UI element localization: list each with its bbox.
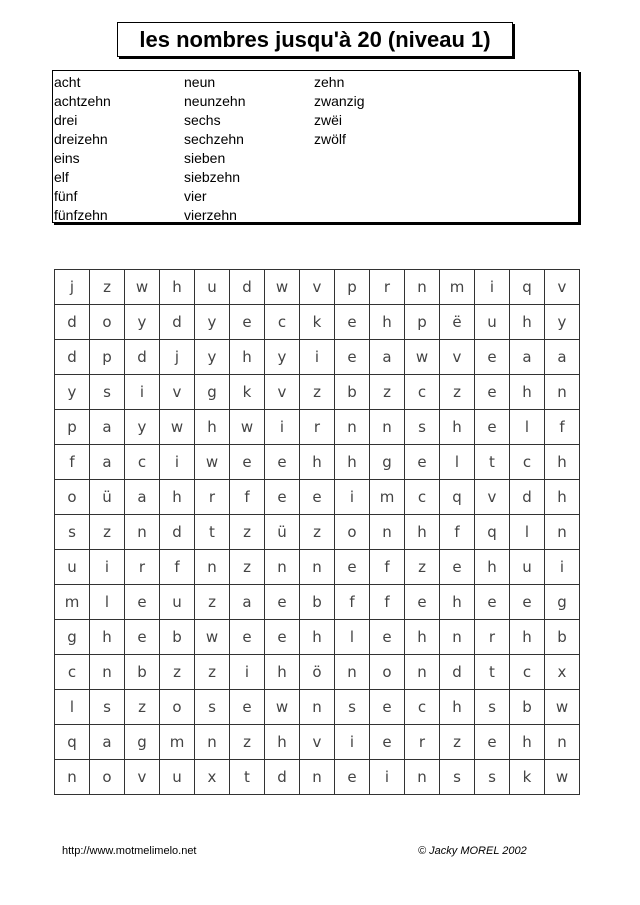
grid-cell[interactable]: i	[370, 760, 405, 795]
grid-row	[55, 620, 580, 655]
grid-cell[interactable]: v	[545, 270, 580, 305]
grid-cell[interactable]: v	[475, 480, 510, 515]
word-item: neun	[184, 74, 216, 90]
grid-cell[interactable]: h	[90, 620, 125, 655]
grid-cell[interactable]: c	[510, 445, 545, 480]
grid-cell[interactable]: r	[300, 410, 335, 445]
word-column	[54, 73, 111, 225]
grid-cell[interactable]: z	[230, 515, 265, 550]
grid-cell[interactable]: n	[300, 550, 335, 585]
grid-cell[interactable]: h	[160, 270, 195, 305]
grid-cell[interactable]: n	[545, 375, 580, 410]
grid-cell[interactable]: t	[195, 515, 230, 550]
word-column	[314, 73, 365, 149]
grid-cell[interactable]: r	[475, 620, 510, 655]
grid-cell[interactable]: h	[265, 655, 300, 690]
grid-row	[55, 340, 580, 375]
grid-cell[interactable]: y	[125, 410, 160, 445]
word-item: achtzehn	[54, 93, 111, 109]
grid-cell[interactable]: ü	[90, 480, 125, 515]
grid-cell[interactable]: a	[545, 340, 580, 375]
grid-cell[interactable]: g	[545, 585, 580, 620]
grid-cell[interactable]: l	[90, 585, 125, 620]
word-item: siebzehn	[184, 169, 241, 185]
word-column	[184, 73, 246, 225]
grid-cell[interactable]: i	[230, 655, 265, 690]
word-item: dreizehn	[54, 131, 108, 147]
grid-cell[interactable]: n	[300, 760, 335, 795]
word-item: acht	[54, 74, 81, 90]
grid-cell[interactable]: d	[55, 305, 90, 340]
grid-cell[interactable]: n	[125, 515, 160, 550]
grid-cell[interactable]: b	[125, 655, 160, 690]
word-list	[52, 70, 579, 223]
grid-cell[interactable]: a	[90, 725, 125, 760]
grid-cell[interactable]: e	[335, 760, 370, 795]
grid-cell[interactable]: w	[160, 410, 195, 445]
grid-cell[interactable]: o	[55, 480, 90, 515]
grid-cell[interactable]: e	[335, 340, 370, 375]
grid-cell[interactable]: e	[475, 340, 510, 375]
grid-cell[interactable]: s	[55, 515, 90, 550]
grid-cell[interactable]: m	[55, 585, 90, 620]
grid-cell[interactable]: z	[440, 375, 475, 410]
grid-cell[interactable]: h	[440, 690, 475, 725]
grid-cell[interactable]: z	[230, 550, 265, 585]
grid-cell[interactable]: w	[230, 410, 265, 445]
grid-cell[interactable]: n	[545, 725, 580, 760]
grid-cell[interactable]: y	[545, 305, 580, 340]
grid-cell[interactable]: l	[55, 690, 90, 725]
grid-cell[interactable]: h	[265, 725, 300, 760]
grid-cell[interactable]: a	[90, 410, 125, 445]
word-item: elf	[54, 169, 69, 185]
word-search-grid	[54, 269, 580, 795]
grid-cell[interactable]: e	[265, 445, 300, 480]
grid-cell[interactable]: t	[475, 655, 510, 690]
word-item: zwanzig	[314, 93, 365, 109]
grid-cell[interactable]: a	[230, 585, 265, 620]
grid-cell[interactable]: e	[405, 445, 440, 480]
grid-cell[interactable]: j	[55, 270, 90, 305]
word-item: sieben	[184, 150, 226, 166]
grid-cell[interactable]: i	[90, 550, 125, 585]
grid-cell[interactable]: f	[55, 445, 90, 480]
grid-cell[interactable]: e	[230, 690, 265, 725]
grid-cell[interactable]: r	[125, 550, 160, 585]
grid-cell[interactable]: r	[195, 480, 230, 515]
grid-cell[interactable]: s	[440, 760, 475, 795]
grid-cell[interactable]: n	[405, 655, 440, 690]
grid-cell[interactable]: m	[160, 725, 195, 760]
grid-row	[55, 515, 580, 550]
grid-row	[55, 375, 580, 410]
grid-cell[interactable]: y	[195, 305, 230, 340]
grid-cell[interactable]: b	[545, 620, 580, 655]
grid-cell[interactable]: y	[125, 305, 160, 340]
grid-cell[interactable]: h	[440, 585, 475, 620]
grid-cell[interactable]: h	[195, 410, 230, 445]
grid-row	[55, 445, 580, 480]
grid-cell[interactable]: a	[510, 340, 545, 375]
grid-cell[interactable]: n	[335, 655, 370, 690]
grid-cell[interactable]: w	[265, 270, 300, 305]
grid-cell[interactable]: w	[405, 340, 440, 375]
grid-cell[interactable]: k	[510, 760, 545, 795]
grid-cell[interactable]: m	[370, 480, 405, 515]
word-item: zwëi	[314, 112, 343, 128]
grid-cell[interactable]: h	[230, 340, 265, 375]
grid-cell[interactable]: i	[125, 375, 160, 410]
grid-cell[interactable]: d	[510, 480, 545, 515]
grid-cell[interactable]: i	[335, 725, 370, 760]
grid-cell[interactable]: z	[160, 655, 195, 690]
grid-cell[interactable]: f	[440, 515, 475, 550]
grid-cell[interactable]: s	[335, 690, 370, 725]
word-item: vier	[184, 188, 207, 204]
grid-row	[55, 655, 580, 690]
grid-cell[interactable]: p	[90, 340, 125, 375]
grid-cell[interactable]: w	[545, 690, 580, 725]
grid-cell[interactable]: b	[335, 375, 370, 410]
grid-cell[interactable]: w	[195, 445, 230, 480]
grid-cell[interactable]: h	[475, 550, 510, 585]
grid-cell[interactable]: o	[335, 515, 370, 550]
grid-cell[interactable]: e	[510, 585, 545, 620]
grid-cell[interactable]: j	[160, 340, 195, 375]
grid-cell[interactable]: i	[335, 480, 370, 515]
grid-cell[interactable]: x	[195, 760, 230, 795]
grid-cell[interactable]: n	[440, 620, 475, 655]
grid-cell[interactable]: v	[300, 270, 335, 305]
grid-cell[interactable]: n	[55, 760, 90, 795]
grid-cell[interactable]: e	[370, 725, 405, 760]
grid-cell[interactable]: e	[125, 585, 160, 620]
grid-cell[interactable]: e	[370, 690, 405, 725]
grid-cell[interactable]: d	[125, 340, 160, 375]
grid-cell[interactable]: h	[545, 480, 580, 515]
grid-cell[interactable]: u	[160, 760, 195, 795]
grid-cell[interactable]: e	[230, 445, 265, 480]
grid-cell[interactable]: h	[300, 445, 335, 480]
grid-cell[interactable]: w	[125, 270, 160, 305]
grid-cell[interactable]: c	[510, 655, 545, 690]
grid-cell[interactable]: ü	[265, 515, 300, 550]
grid-cell[interactable]: g	[55, 620, 90, 655]
grid-cell[interactable]: e	[300, 480, 335, 515]
grid-cell[interactable]: e	[475, 375, 510, 410]
word-item: fünf	[54, 188, 78, 204]
grid-cell[interactable]: d	[160, 515, 195, 550]
grid-cell[interactable]: c	[265, 305, 300, 340]
grid-row	[55, 270, 580, 305]
grid-cell[interactable]: q	[440, 480, 475, 515]
grid-cell[interactable]: y	[55, 375, 90, 410]
grid-cell[interactable]: z	[230, 725, 265, 760]
grid-cell[interactable]: p	[405, 305, 440, 340]
grid-cell[interactable]: c	[405, 690, 440, 725]
grid-cell[interactable]: s	[90, 375, 125, 410]
grid-cell[interactable]: d	[265, 760, 300, 795]
grid-cell[interactable]: e	[335, 305, 370, 340]
grid-cell[interactable]: e	[440, 550, 475, 585]
grid-cell[interactable]: i	[475, 270, 510, 305]
word-item: sechzehn	[184, 131, 244, 147]
grid-row	[55, 760, 580, 795]
grid-cell[interactable]: g	[125, 725, 160, 760]
grid-cell[interactable]: h	[405, 620, 440, 655]
grid-cell[interactable]: l	[335, 620, 370, 655]
grid-cell[interactable]: n	[300, 690, 335, 725]
grid-cell[interactable]: h	[300, 620, 335, 655]
grid-cell[interactable]: b	[160, 620, 195, 655]
grid-cell[interactable]: d	[160, 305, 195, 340]
grid-cell[interactable]: c	[405, 480, 440, 515]
grid-cell[interactable]: u	[160, 585, 195, 620]
grid-cell[interactable]: ö	[300, 655, 335, 690]
grid-cell[interactable]: z	[300, 375, 335, 410]
grid-cell[interactable]: z	[195, 655, 230, 690]
grid-cell[interactable]: f	[335, 585, 370, 620]
grid-cell[interactable]: e	[265, 585, 300, 620]
grid-cell[interactable]: x	[545, 655, 580, 690]
grid-cell[interactable]: w	[195, 620, 230, 655]
grid-cell[interactable]: o	[90, 305, 125, 340]
grid-cell[interactable]: o	[90, 760, 125, 795]
grid-cell[interactable]: z	[300, 515, 335, 550]
grid-cell[interactable]: u	[55, 550, 90, 585]
grid-cell[interactable]: t	[475, 445, 510, 480]
grid-cell[interactable]: d	[55, 340, 90, 375]
grid-cell[interactable]: d	[440, 655, 475, 690]
grid-cell[interactable]: f	[370, 585, 405, 620]
grid-cell[interactable]: f	[370, 550, 405, 585]
grid-cell[interactable]: f	[230, 480, 265, 515]
grid-row	[55, 410, 580, 445]
grid-cell[interactable]: n	[265, 550, 300, 585]
grid-cell[interactable]: d	[230, 270, 265, 305]
grid-cell[interactable]: f	[160, 550, 195, 585]
grid-cell[interactable]: i	[300, 340, 335, 375]
grid-cell[interactable]: r	[370, 270, 405, 305]
grid-cell[interactable]: a	[370, 340, 405, 375]
grid-cell[interactable]: o	[160, 690, 195, 725]
grid-cell[interactable]: n	[545, 515, 580, 550]
grid-cell[interactable]: i	[545, 550, 580, 585]
grid-cell[interactable]: h	[510, 620, 545, 655]
grid-cell[interactable]: h	[370, 305, 405, 340]
grid-cell[interactable]: u	[195, 270, 230, 305]
grid-cell[interactable]: e	[265, 480, 300, 515]
grid-cell[interactable]: n	[370, 410, 405, 445]
grid-cell[interactable]: u	[475, 305, 510, 340]
grid-cell[interactable]: g	[370, 445, 405, 480]
grid-cell[interactable]: n	[370, 515, 405, 550]
grid-cell[interactable]: e	[475, 725, 510, 760]
grid-cell[interactable]: n	[195, 725, 230, 760]
grid-cell[interactable]: s	[90, 690, 125, 725]
grid-cell[interactable]: z	[405, 550, 440, 585]
grid-cell[interactable]: e	[125, 620, 160, 655]
grid-cell[interactable]: z	[370, 375, 405, 410]
grid-cell[interactable]: q	[55, 725, 90, 760]
grid-cell[interactable]: h	[545, 445, 580, 480]
grid-cell[interactable]: y	[195, 340, 230, 375]
grid-cell[interactable]: a	[125, 480, 160, 515]
grid-cell[interactable]: s	[475, 760, 510, 795]
grid-cell[interactable]: t	[230, 760, 265, 795]
grid-cell[interactable]: e	[335, 550, 370, 585]
grid-cell[interactable]: e	[405, 585, 440, 620]
grid-cell[interactable]: l	[510, 515, 545, 550]
grid-cell[interactable]: c	[405, 375, 440, 410]
grid-cell[interactable]: b	[510, 690, 545, 725]
grid-cell[interactable]: e	[475, 585, 510, 620]
grid-cell[interactable]: v	[265, 375, 300, 410]
grid-cell[interactable]: e	[370, 620, 405, 655]
grid-row	[55, 725, 580, 760]
grid-cell[interactable]: e	[265, 620, 300, 655]
word-item: vierzehn	[184, 207, 237, 223]
grid-cell[interactable]: z	[90, 515, 125, 550]
grid-cell[interactable]: f	[545, 410, 580, 445]
grid-cell[interactable]: s	[405, 410, 440, 445]
grid-cell[interactable]: v	[440, 340, 475, 375]
grid-cell[interactable]: h	[335, 445, 370, 480]
page-title: les nombres jusqu'à 20 (niveau 1)	[117, 22, 513, 57]
grid-cell[interactable]: p	[55, 410, 90, 445]
grid-row	[55, 480, 580, 515]
grid-cell[interactable]: v	[160, 375, 195, 410]
grid-cell[interactable]: z	[125, 690, 160, 725]
grid-cell[interactable]: l	[510, 410, 545, 445]
grid-cell[interactable]: z	[195, 585, 230, 620]
grid-cell[interactable]: h	[510, 725, 545, 760]
grid-cell[interactable]: e	[475, 410, 510, 445]
grid-cell[interactable]: ë	[440, 305, 475, 340]
grid-cell[interactable]: u	[510, 550, 545, 585]
grid-cell[interactable]: l	[440, 445, 475, 480]
copyright: © Jacky MOREL 2002	[418, 845, 527, 857]
grid-cell[interactable]: h	[510, 305, 545, 340]
grid-cell[interactable]: a	[90, 445, 125, 480]
grid-cell[interactable]: h	[405, 515, 440, 550]
grid-cell[interactable]: w	[545, 760, 580, 795]
grid-cell[interactable]: k	[230, 375, 265, 410]
grid-cell[interactable]: h	[160, 480, 195, 515]
word-item: zehn	[314, 74, 345, 90]
grid-cell[interactable]: r	[405, 725, 440, 760]
word-item: neunzehn	[184, 93, 246, 109]
grid-cell[interactable]: w	[265, 690, 300, 725]
grid-cell[interactable]: y	[265, 340, 300, 375]
grid-cell[interactable]: q	[510, 270, 545, 305]
grid-cell[interactable]: v	[125, 760, 160, 795]
website-link[interactable]: http://www.motmelimelo.net	[62, 845, 197, 857]
grid-row	[55, 550, 580, 585]
grid-cell[interactable]: o	[370, 655, 405, 690]
word-item: drei	[54, 112, 78, 128]
grid-cell[interactable]: n	[90, 655, 125, 690]
grid-cell[interactable]: c	[55, 655, 90, 690]
grid-cell[interactable]: m	[440, 270, 475, 305]
grid-cell[interactable]: i	[265, 410, 300, 445]
grid-cell[interactable]: n	[335, 410, 370, 445]
grid-cell[interactable]: i	[160, 445, 195, 480]
grid-cell[interactable]: z	[440, 725, 475, 760]
word-item: eins	[54, 150, 80, 166]
grid-cell[interactable]: n	[195, 550, 230, 585]
grid-cell[interactable]: k	[300, 305, 335, 340]
grid-cell[interactable]: v	[300, 725, 335, 760]
grid-row	[55, 690, 580, 725]
grid-cell[interactable]: h	[510, 375, 545, 410]
grid-cell[interactable]: n	[405, 760, 440, 795]
grid-cell[interactable]: b	[300, 585, 335, 620]
grid-cell[interactable]: z	[90, 270, 125, 305]
grid-cell[interactable]: h	[440, 410, 475, 445]
grid-cell[interactable]: e	[230, 620, 265, 655]
grid-cell[interactable]: g	[195, 375, 230, 410]
grid-cell[interactable]: q	[475, 515, 510, 550]
grid-cell[interactable]: p	[335, 270, 370, 305]
grid-cell[interactable]: c	[125, 445, 160, 480]
grid-row	[55, 585, 580, 620]
grid-cell[interactable]: e	[230, 305, 265, 340]
grid-cell[interactable]: n	[405, 270, 440, 305]
word-item: zwölf	[314, 131, 346, 147]
grid-row	[55, 305, 580, 340]
word-item: sechs	[184, 112, 221, 128]
word-item: fünfzehn	[54, 207, 108, 223]
grid-cell[interactable]: s	[475, 690, 510, 725]
grid-cell[interactable]: s	[195, 690, 230, 725]
